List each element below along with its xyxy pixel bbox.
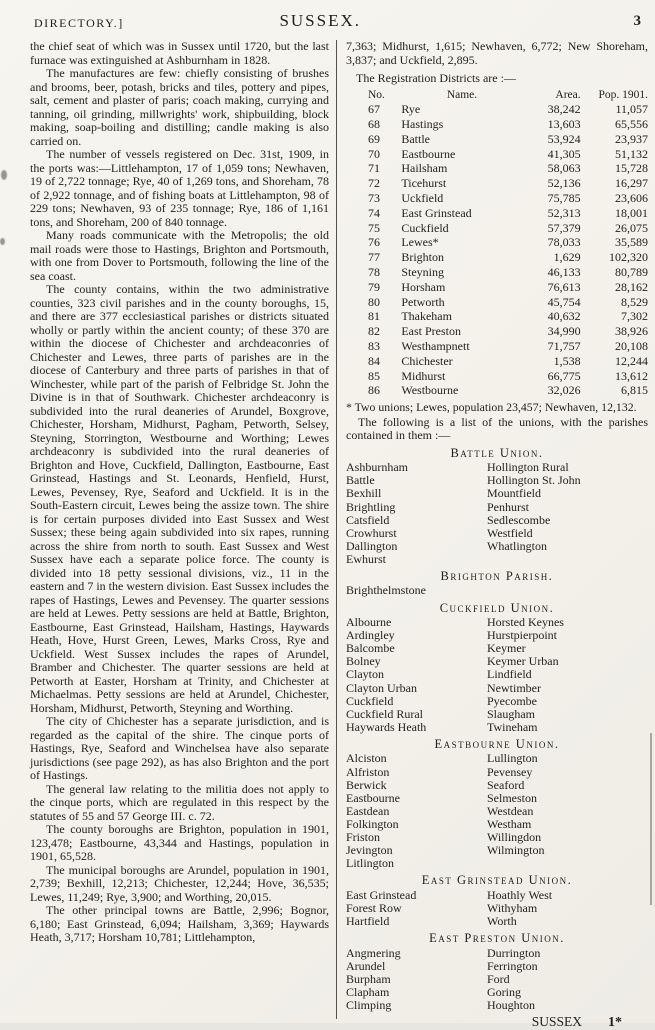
parish-name: Ardingley xyxy=(346,628,395,643)
parish-list-left xyxy=(346,461,487,566)
text-columns xyxy=(30,39,648,1030)
cell-district-no: 67 xyxy=(368,102,380,117)
parish-name: Balcombe xyxy=(346,641,395,656)
union-section-east-preston xyxy=(346,932,648,1012)
parish-name: Climping xyxy=(346,997,392,1012)
cell-district-pop: 11,057 xyxy=(615,102,648,117)
parish-name: Battle xyxy=(346,473,375,488)
table-row xyxy=(360,324,648,339)
parish-name: Ewhurst xyxy=(346,551,386,566)
cell-district-no: 71 xyxy=(368,161,380,176)
parish-list-right xyxy=(487,616,648,734)
table-row xyxy=(360,383,648,398)
table-row xyxy=(360,354,648,369)
table-row xyxy=(360,221,648,236)
cell-district-name: Petworth xyxy=(401,294,445,309)
union-heading: Battle Union. xyxy=(450,445,544,460)
cell-district-area: 66,775 xyxy=(547,368,581,383)
parish-name: Hollington Rural xyxy=(487,460,569,475)
table-row xyxy=(360,280,648,295)
cell-district-pop: 16,297 xyxy=(615,176,648,191)
page-header xyxy=(34,11,643,35)
header-directory-label: DIRECTORY.] xyxy=(34,16,124,30)
page-title: SUSSEX. xyxy=(279,11,361,30)
table-row xyxy=(360,147,648,162)
parish-name: Selmeston xyxy=(487,790,537,805)
cell-district-area: 53,924 xyxy=(547,131,581,146)
cell-district-pop: 102,320 xyxy=(609,250,648,265)
parish-name: Haywards Heath xyxy=(346,719,427,734)
table-row xyxy=(360,295,648,310)
parish-name: Westham xyxy=(487,816,532,831)
table-row xyxy=(360,265,648,280)
cell-district-name: Ticehurst xyxy=(401,176,447,191)
union-heading: Eastbourne Union. xyxy=(434,736,560,751)
parish-list-right xyxy=(487,947,648,1012)
cell-district-name: Midhurst xyxy=(401,368,446,383)
parish-name: Houghton xyxy=(487,997,535,1012)
parish-name: Berwick xyxy=(346,777,387,792)
cell-district-area: 13,603 xyxy=(547,117,581,132)
cell-district-no: 83 xyxy=(368,339,380,354)
parish-list-left xyxy=(346,584,487,597)
parish-name: Westfield xyxy=(487,525,533,540)
cell-district-area: 71,757 xyxy=(547,339,581,354)
parish-list-right xyxy=(487,889,648,928)
parish-name: Eastbourne xyxy=(346,790,400,805)
parish-name: Burpham xyxy=(346,971,391,986)
body-paragraph: The city of Chichester has a separate jurisdiction, and is regarded as the capital of the shire. The cinque ports of Hastings, Rye, Seaford and Winchelsea have also separate jurisdictions (see page 292), as has also Brighton and the port of Hastings. xyxy=(30,714,329,782)
union-heading: Brighton Parish. xyxy=(440,568,554,583)
page-number: 3 xyxy=(633,13,641,29)
cell-district-name: Battle xyxy=(401,131,430,146)
cell-district-no: 82 xyxy=(368,324,380,339)
union-section-cuckfield xyxy=(346,602,648,734)
parish-name: Worth xyxy=(487,913,517,928)
table-row xyxy=(360,235,648,250)
cell-district-pop: 18,001 xyxy=(615,205,648,220)
union-section-brighton xyxy=(346,570,648,598)
cell-district-area: 78,033 xyxy=(547,235,581,250)
union-section-battle xyxy=(346,447,648,566)
cell-district-area: 32,026 xyxy=(547,383,581,398)
parish-name: Keymer Urban xyxy=(487,654,559,669)
cell-district-area: 52,313 xyxy=(547,205,581,220)
parish-name: Bexhill xyxy=(346,486,382,501)
parish-name: Horsted Keynes xyxy=(487,615,564,630)
cell-district-name: Horsham xyxy=(401,279,446,294)
union-section-east-grinstead xyxy=(346,874,648,928)
cell-district-area: 38,242 xyxy=(547,102,581,117)
cell-district-name: East Grinstead xyxy=(401,205,472,220)
parish-name: Hollington St. John xyxy=(487,473,581,488)
union-section-eastbourne xyxy=(346,738,648,870)
cell-district-name: Hailsham xyxy=(401,161,448,176)
body-paragraph: the chief seat of which was in Sussex until 1720, but the last furnace was extinguished at Ashburnham in 1828. xyxy=(30,39,329,67)
cell-district-area: 41,305 xyxy=(547,146,581,161)
parish-name: Westdean xyxy=(487,803,534,818)
cell-district-pop: 23,606 xyxy=(615,191,648,206)
column-header-area: Area. xyxy=(555,88,581,101)
parish-list-right xyxy=(487,752,648,870)
cell-district-pop: 6,815 xyxy=(621,383,648,398)
cell-district-pop: 35,589 xyxy=(615,235,648,250)
scan-artifact xyxy=(0,238,5,245)
column-header-name: Name. xyxy=(446,88,478,101)
table-body xyxy=(360,102,648,398)
parish-list-left xyxy=(346,616,487,734)
parish-name: Ferrington xyxy=(487,958,538,973)
body-paragraph: The other principal towns are Battle, 2,996; Bognor, 6,180; East Grinstead, 6,094; Hailsham, 3,369; Haywards Heath, 3,717; Horsham 10,781; Littlehampton, xyxy=(30,903,329,944)
parish-name: Lindfield xyxy=(487,667,532,682)
scan-artifact xyxy=(650,733,652,905)
union-heading: East Preston Union. xyxy=(429,931,565,946)
cell-district-no: 73 xyxy=(368,191,380,206)
cell-district-name: Lewes* xyxy=(401,235,439,250)
parish-name: Wilmington xyxy=(487,843,545,858)
parish-name: Forest Row xyxy=(346,900,402,915)
parish-name: Jevington xyxy=(346,843,393,858)
cell-district-name: Westbourne xyxy=(401,383,459,398)
table-header-row xyxy=(360,88,648,103)
continuation-paragraph: 7,363; Midhurst, 1,615; Newhaven, 6,772; New Shoreham, 3,837; and Uckfield, 2,895. xyxy=(346,39,648,67)
union-heading: Cuckfield Union. xyxy=(439,600,555,615)
cell-district-area: 46,133 xyxy=(547,265,581,280)
table-row xyxy=(360,176,648,191)
parish-name: Mountfield xyxy=(487,486,541,501)
parish-name: Ford xyxy=(487,971,510,986)
parish-name: Catsfield xyxy=(346,512,390,527)
signature-mark: 1* xyxy=(608,1015,622,1030)
table-row xyxy=(360,309,648,324)
parish-name: Crowhurst xyxy=(346,525,397,540)
cell-district-pop: 65,556 xyxy=(615,117,648,132)
parish-name: Newtimber xyxy=(487,680,541,695)
cell-district-name: Hastings xyxy=(401,117,444,132)
body-paragraph: The manufactures are few: chiefly consisting of brushes and brooms, beer, potash, bricks and tiles, pottery and pipes, salt, cement and plaster of paris; coach making, currying and tanning, oil grinding, millwrights' work, shipbuilding, block making, soap-boiling and distilling; candle making is also carried on. xyxy=(30,66,329,148)
body-paragraph: The county contains, within the two administrative counties, 323 civil parishes and in the county boroughs, 15, and there are 377 ecclesiastical parishes or districts situated wholly or partly within the ancient county; of these 370 are within the diocese of Chichester and archdeaconries of Chichester and Lewes, three parts of parishes are in the diocese of Canterbury and three parts of parishes in that of Winchester, while part of the parish of Felbridge St. John the Divine is in that of Southwark. Chichester archdeaconry is subdivided into the rural deaneries of Arundel, Boxgrove, Chichester, Horsham, Midhurst, Pagham, Petworth, Selsey, Steyning, Storrington, Westbourne and Worthing; Lewes archdeaconry is subdivided into the rural deaneries of Brighton and Hove, Cuckfield, Dallington, Eastbourne, East Grinstead, Hastings and St. Leonards, Henfield, Hurst, Lewes, Pevensey, Rye, Seaford and Uckfield. It is in the South-Eastern circuit, Lewes being the assize town. The shire is for certain purposes divided into East Sussex and West Sussex; these being again subdivided into six rapes, running across the shire from north to south. East Sussex and West Sussex have each a separate police force. The county is divided into 18 petty sessional divisions, viz., 11 in the eastern and 7 in the western division. East Sussex includes the rapes of Hastings, Lewes and Pevensey. The quarter sessions are held at Lewes. Petty sessions are held at Battle, Brighton, Eastbourne, East Grinstead, Hailsham, Hastings, Haywards Heath, Hove, Hurst Green, Lewes, Marks Cross, Rye and Uckfield. West Sussex includes the rapes of Arundel, Bramber and Chichester. The quarter sessions are held at Petworth at Easter, Horsham at Trinity, and Chichester at Michaelmas. Petty sessions are held at Arundel, Chichester, Horsham, Midhurst, Petworth, Steyning and Worthing. xyxy=(30,282,329,715)
table-row xyxy=(360,132,648,147)
left-column xyxy=(30,40,337,1019)
cell-district-area: 45,754 xyxy=(547,294,581,309)
cell-district-pop: 13,612 xyxy=(615,368,648,383)
body-paragraph: The number of vessels registered on Dec. 31st, 1909, in the ports was:—Littlehampton, 17 of 1,059 tons; Newhaven, 19 of 2,722 tonnage; Rye, 40 of 1,269 tons, and Shoreham, 78 of 2,922 tonnage, and of fishing boats at Littlehampton, 98 of 229 tons; Newhaven, 93 of 235 tonnage; Rye, 186 of 1,161 tons, and Shoreham, 200 of 840 tonnage. xyxy=(30,147,329,229)
cell-district-name: Brighton xyxy=(401,250,444,265)
parish-name: Arundel xyxy=(346,958,386,973)
cell-district-area: 58,063 xyxy=(547,161,581,176)
parish-name: Folkington xyxy=(346,816,399,831)
cell-district-no: 72 xyxy=(368,176,380,191)
parish-name: Brightling xyxy=(346,499,396,514)
footer-title: SUSSEX xyxy=(531,1014,582,1030)
cell-district-name: Westhampnett xyxy=(401,339,470,354)
body-paragraph: Many roads communicate with the Metropolis; the old mail roads were those to Hastings, Brighton and Portsmouth, with one from Dover to Portsmouth, following the line of the sea coast. xyxy=(30,228,329,283)
table-row xyxy=(360,191,648,206)
table-row xyxy=(360,161,648,176)
cell-district-no: 76 xyxy=(368,235,380,250)
scan-artifact xyxy=(1,170,7,180)
parish-name: Keymer xyxy=(487,641,526,656)
table-footnote: * Two unions; Lewes, population 23,457; Newhaven, 12,132. xyxy=(346,400,637,415)
body-paragraph: The municipal boroughs are Arundel, population in 1901, 2,739; Bexhill, 12,213; Chichester, 12,244; Hove, 36,535; Lewes, 11,249; Rye, 3,900; and Worthing, 20,015. xyxy=(30,862,329,904)
table-row xyxy=(360,339,648,354)
cell-district-name: Thakeham xyxy=(401,309,452,324)
cell-district-area: 76,613 xyxy=(547,279,581,294)
parish-name: Alciston xyxy=(346,751,387,766)
parish-name: Bolney xyxy=(346,654,381,669)
cell-district-no: 69 xyxy=(368,131,380,146)
cell-district-area: 1,629 xyxy=(553,250,581,265)
table-row xyxy=(360,369,648,384)
cell-district-no: 78 xyxy=(368,265,380,280)
cell-district-name: Rye xyxy=(401,102,421,117)
cell-district-name: East Preston xyxy=(401,324,461,339)
cell-district-no: 84 xyxy=(368,353,380,368)
parish-name: Pyecombe xyxy=(487,693,537,708)
cell-district-area: 40,632 xyxy=(547,309,581,324)
cell-district-pop: 80,789 xyxy=(615,265,648,280)
cell-district-area: 52,136 xyxy=(547,176,581,191)
parish-name: Clayton xyxy=(346,667,384,682)
parish-name: Cuckfield xyxy=(346,693,394,708)
districts-intro: The Registration Districts are :— xyxy=(356,71,516,85)
unions-intro: The following is a list of the unions, with the parishes contained in them :— xyxy=(346,414,648,443)
parish-list-right xyxy=(487,584,648,597)
cell-district-pop: 15,728 xyxy=(615,161,648,176)
parish-name: Albourne xyxy=(346,615,392,630)
cell-district-area: 75,785 xyxy=(547,191,581,206)
parish-name: Angmering xyxy=(346,945,401,960)
parish-name: Hoathly West xyxy=(487,887,553,902)
parish-name: Pevensey xyxy=(487,764,533,779)
parish-name: Ashburnham xyxy=(346,460,408,475)
column-header-pop: Pop. 1901. xyxy=(598,88,648,101)
parish-name: Willingdon xyxy=(487,829,542,844)
table-row xyxy=(360,102,648,117)
parish-list-left xyxy=(346,947,487,1012)
parish-list-left xyxy=(346,752,487,870)
cell-district-no: 79 xyxy=(368,279,380,294)
column-header-no: No. xyxy=(368,88,385,101)
parish-name: East Grinstead xyxy=(346,887,417,902)
parish-name: Seaford xyxy=(487,777,525,792)
cell-district-no: 85 xyxy=(368,368,380,383)
parish-name: Hartfield xyxy=(346,913,390,928)
registration-districts-table xyxy=(360,88,648,399)
cell-district-name: Uckfield xyxy=(401,191,444,206)
cell-district-name: Steyning xyxy=(401,265,444,280)
parish-name: Friston xyxy=(346,829,381,844)
parish-name: Brighthelmstone xyxy=(346,583,426,598)
cell-district-pop: 23,937 xyxy=(615,131,648,146)
parish-name: Withyham xyxy=(487,900,538,915)
parish-name: Sedlescombe xyxy=(487,512,551,527)
cell-district-name: Chichester xyxy=(401,353,453,368)
table-row xyxy=(360,117,648,132)
body-paragraph: The county boroughs are Brighton, population in 1901, 123,478; Eastbourne, 43,344 and Hastings, population in 1901, 65,528. xyxy=(30,822,329,863)
parish-name: Goring xyxy=(487,984,521,999)
cell-district-no: 80 xyxy=(368,294,380,309)
parish-name: Dallington xyxy=(346,538,398,553)
cell-district-area: 34,990 xyxy=(547,324,581,339)
cell-district-no: 68 xyxy=(368,117,380,132)
parish-name: Alfriston xyxy=(346,764,390,779)
body-paragraph: The general law relating to the militia does not apply to the cinque ports, which are regulated in this respect by the statutes of 55 and 57 George III. c. 72. xyxy=(30,781,329,823)
signature-line xyxy=(346,1015,648,1030)
parish-list-left xyxy=(346,889,487,928)
union-heading: East Grinstead Union. xyxy=(421,873,573,888)
cell-district-pop: 7,302 xyxy=(621,309,648,324)
cell-district-pop: 51,132 xyxy=(615,146,648,161)
cell-district-pop: 8,529 xyxy=(621,294,648,309)
parish-name: Lullington xyxy=(487,751,538,766)
parish-name: Litlington xyxy=(346,856,394,871)
parish-name: Durrington xyxy=(487,945,541,960)
table-row xyxy=(360,250,648,265)
table-row xyxy=(360,206,648,221)
cell-district-no: 86 xyxy=(368,383,380,398)
parish-name: Whatlington xyxy=(487,538,547,553)
cell-district-name: Eastbourne xyxy=(401,146,456,161)
cell-district-no: 81 xyxy=(368,309,380,324)
cell-district-pop: 26,075 xyxy=(615,220,648,235)
cell-district-pop: 28,162 xyxy=(615,279,648,294)
parish-name: Cuckfield Rural xyxy=(346,706,423,721)
parish-list-right xyxy=(487,461,648,566)
parish-name: Clapham xyxy=(346,984,390,999)
cell-district-no: 77 xyxy=(368,250,380,265)
cell-district-no: 74 xyxy=(368,205,380,220)
parish-name: Hurstpierpoint xyxy=(487,628,557,643)
cell-district-name: Cuckfield xyxy=(401,220,449,235)
parish-name: Eastdean xyxy=(346,803,390,818)
cell-district-area: 1,538 xyxy=(553,353,581,368)
parish-name: Clayton Urban xyxy=(346,680,417,695)
right-column xyxy=(337,39,648,1030)
cell-district-pop: 38,926 xyxy=(615,324,648,339)
parish-name: Penhurst xyxy=(487,499,529,514)
cell-district-pop: 20,108 xyxy=(615,339,648,354)
parish-name: Twineham xyxy=(487,719,538,734)
cell-district-area: 57,379 xyxy=(547,220,581,235)
cell-district-no: 70 xyxy=(368,146,380,161)
cell-district-no: 75 xyxy=(368,220,380,235)
parish-name: Slaugham xyxy=(487,706,535,721)
cell-district-pop: 12,244 xyxy=(615,353,648,368)
